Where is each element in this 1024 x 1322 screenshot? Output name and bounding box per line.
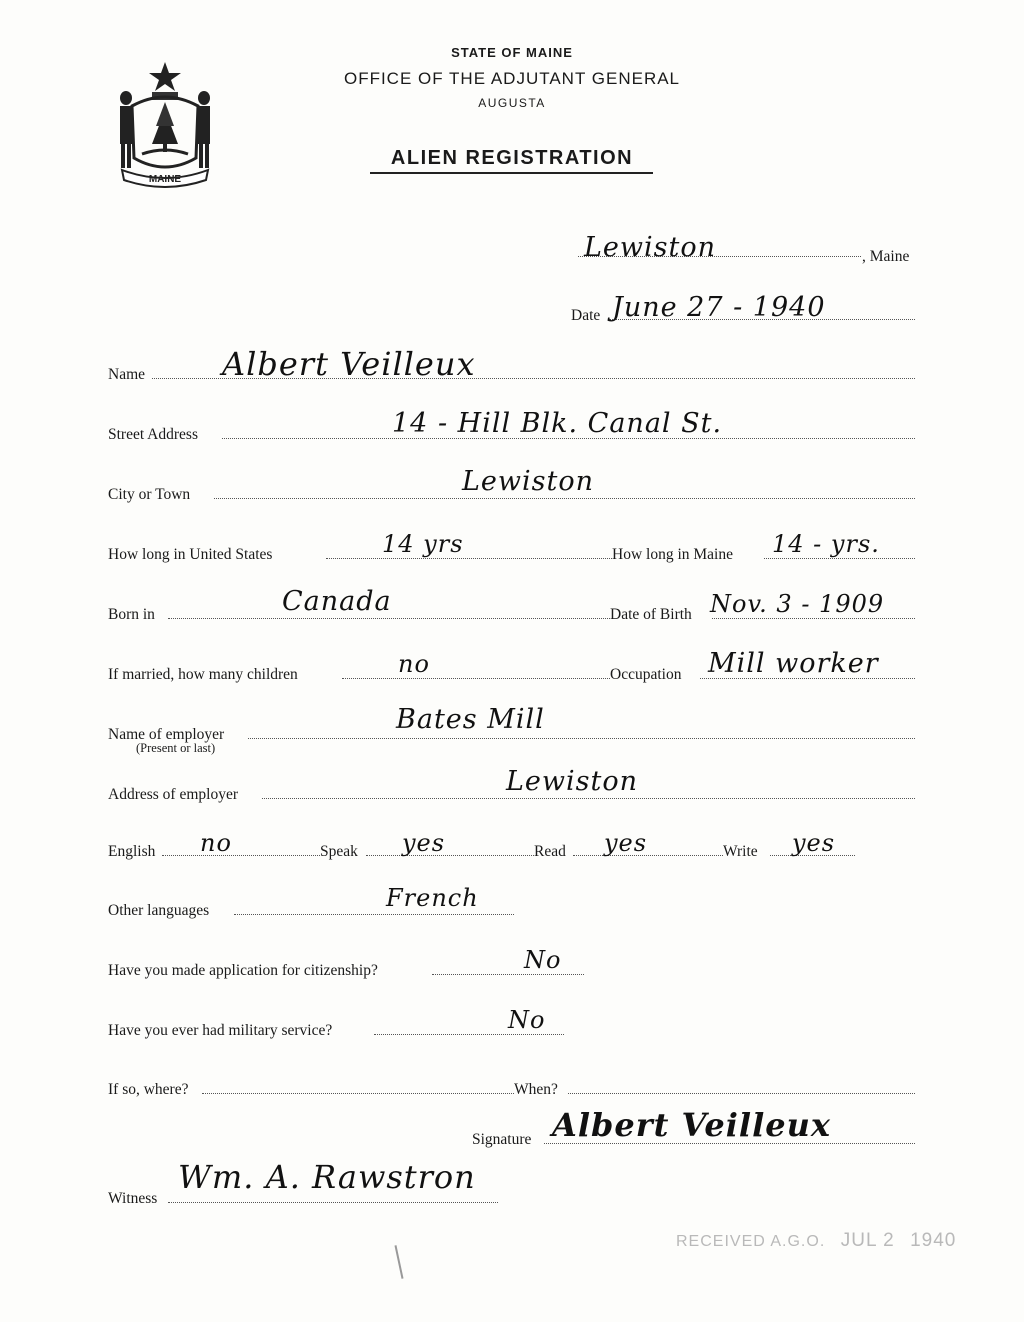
dob-line xyxy=(712,618,915,619)
english-line xyxy=(162,855,320,856)
occupation-value: Mill worker xyxy=(708,648,879,679)
street-value: 14 - Hill Blk. Canal St. xyxy=(392,408,723,439)
employer-label: Name of employer xyxy=(108,726,225,743)
signature-value: Albert Veilleux xyxy=(552,1106,831,1144)
stamp-received: RECEIVED A.G.O. xyxy=(676,1233,826,1250)
occupation-label: Occupation xyxy=(610,666,682,683)
employer-sublabel: (Present or last) xyxy=(136,741,216,755)
received-stamp xyxy=(676,1230,966,1252)
stamp-year: 1940 xyxy=(910,1230,957,1251)
employer-value: Bates Mill xyxy=(396,704,545,735)
employer-addr-value: Lewiston xyxy=(506,766,639,797)
stamp-date: JUL 2 xyxy=(840,1230,895,1251)
other-lang-label: Other languages xyxy=(108,902,210,919)
name-value: Albert Veilleux xyxy=(222,345,476,383)
employer-addr-label: Address of employer xyxy=(108,786,238,803)
children-label: If married, how many children xyxy=(108,666,298,683)
us-line xyxy=(326,558,612,559)
employer-line xyxy=(248,738,915,739)
military-value: No xyxy=(508,1006,546,1034)
speak-label: Speak xyxy=(320,843,358,860)
employer-addr-line xyxy=(262,798,915,799)
name-label: Name xyxy=(108,366,146,383)
when-line xyxy=(568,1093,915,1094)
street-label: Street Address xyxy=(108,426,198,443)
citizenship-label: Have you made application for citizenship? xyxy=(108,962,378,979)
city-value: Lewiston xyxy=(462,466,595,497)
children-line xyxy=(342,678,610,679)
header-state: STATE OF MAINE xyxy=(451,45,573,60)
speak-value: yes xyxy=(402,829,446,857)
dob-value: Nov. 3 - 1909 xyxy=(710,590,885,618)
city-label: City or Town xyxy=(108,486,191,503)
dob-label: Date of Birth xyxy=(610,606,692,623)
other-lang-line xyxy=(234,914,514,915)
witness-label: Witness xyxy=(108,1190,158,1207)
read-line xyxy=(573,855,723,856)
date-value: June 27 - 1940 xyxy=(612,292,826,323)
english-label: English xyxy=(108,843,156,860)
witness-line xyxy=(168,1202,498,1203)
born-line xyxy=(168,618,610,619)
page-title: ALIEN REGISTRATION xyxy=(390,147,634,169)
us-label: How long in United States xyxy=(108,546,273,563)
place-value: Lewiston xyxy=(584,232,717,263)
born-value: Canada xyxy=(282,586,392,617)
maine-value: 14 - yrs. xyxy=(772,530,880,558)
seal-maine-text: MAINE xyxy=(148,174,182,185)
maine-label: How long in Maine xyxy=(612,546,733,563)
read-label: Read xyxy=(534,843,566,860)
write-label: Write xyxy=(723,843,758,860)
when-label: When? xyxy=(514,1081,558,1098)
write-value: yes xyxy=(792,829,836,857)
title-underline xyxy=(370,172,653,174)
military-label: Have you ever had military service? xyxy=(108,1022,333,1039)
header-city: AUGUSTA xyxy=(478,96,546,110)
header-office: OFFICE OF THE ADJUTANT GENERAL xyxy=(343,69,681,88)
signature-label: Signature xyxy=(472,1131,532,1148)
english-value: no xyxy=(200,829,232,857)
read-value: yes xyxy=(604,829,648,857)
city-line xyxy=(214,498,915,499)
citizenship-line xyxy=(432,974,584,975)
born-label: Born in xyxy=(108,606,155,623)
date-label: Date xyxy=(571,307,601,324)
us-value: 14 yrs xyxy=(382,530,464,558)
citizenship-value: No xyxy=(524,946,562,974)
military-line xyxy=(374,1034,564,1035)
speak-line xyxy=(366,855,534,856)
maine-line xyxy=(764,558,915,559)
other-lang-value: French xyxy=(386,884,479,912)
pencil-mark xyxy=(394,1245,403,1279)
where-line xyxy=(202,1093,514,1094)
children-value: no xyxy=(398,650,430,678)
where-label: If so, where? xyxy=(108,1081,189,1098)
place-suffix: , Maine xyxy=(862,248,910,265)
witness-value: Wm. A. Rawstron xyxy=(178,1158,476,1196)
